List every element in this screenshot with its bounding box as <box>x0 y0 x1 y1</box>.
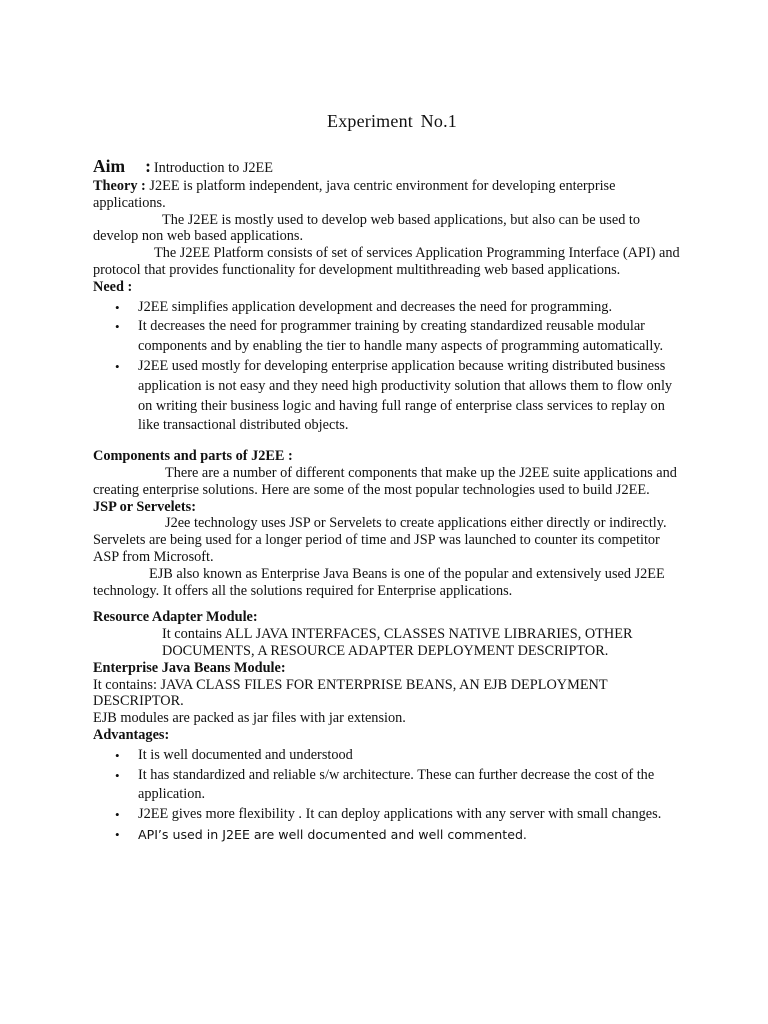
need-item-text: It decreases the need for programmer training by creating standardized reusable modular components and by enabling the tier to handle many aspects of programming automatically. <box>138 318 664 355</box>
document-body <box>93 157 683 846</box>
bullet-icon: • <box>115 319 120 335</box>
spacer <box>93 599 683 609</box>
bullet-icon: • <box>115 747 120 763</box>
list-item <box>93 766 683 806</box>
bullet-icon: • <box>115 767 120 783</box>
advantages-list <box>93 746 683 846</box>
theory-paragraph-3: The J2EE Platform consists of set of services Application Programming Interface (API) and protocol that provides functionality for development multithreading web based applications. <box>93 245 680 278</box>
jsp-paragraph: J2ee technology uses JSP or Servelets to create applications either directly or indirectly. Servelets are being used for a longer period of time and JSP was launched to counter its competitor ASP from Microsoft. <box>93 515 667 565</box>
bullet-icon: • <box>115 807 120 823</box>
advantages-heading: Advantages: <box>93 726 170 743</box>
bullet-icon: • <box>115 299 120 315</box>
need-item-text: J2EE used mostly for developing enterprise application because writing distributed business application is not easy and they need high productivity solution that allows them to flow only on writing their business logic and having full range of enterprise class services to replay on like transactional distributed objects. <box>138 357 673 434</box>
ejb-paragraph: EJB also known as Enterprise Java Beans is one of the popular and extensively used J2EE technology. It offers all the solutions required for Enterprise applications. <box>93 565 665 599</box>
list-item <box>93 825 683 846</box>
advantage-item-text: It is well documented and understood <box>138 746 353 763</box>
list-item <box>93 317 683 357</box>
aim-colon: : <box>145 156 151 176</box>
advantage-item-text: J2EE gives more flexibility . It can deploy applications with any server with small changes. <box>138 806 662 823</box>
ejb-module-paragraph-2: EJB modules are packed as jar files with jar extension. <box>93 710 406 727</box>
aim-label: Aim <box>93 156 126 176</box>
list-item <box>93 805 683 825</box>
theory-paragraph-2: The J2EE is mostly used to develop web based applications, but also can be used to develop non web based applications. <box>93 211 641 245</box>
list-item <box>93 357 683 436</box>
theory-text: J2EE is platform independent, java centric environment for developing enterprise applications. <box>93 178 616 211</box>
need-item-text: J2EE simplifies application development and decreases the need for programming. <box>138 298 613 315</box>
bullet-icon: • <box>115 826 120 842</box>
list-item <box>93 298 683 318</box>
need-list <box>93 298 683 437</box>
jsp-heading: JSP or Servelets: <box>93 498 196 515</box>
spacer <box>93 436 683 448</box>
ejb-module-heading: Enterprise Java Beans Module: <box>93 659 286 676</box>
theory-label: Theory : <box>93 178 146 194</box>
theory-paragraph <box>93 178 683 212</box>
need-heading: Need : <box>93 278 133 295</box>
aim-text: Introduction to J2EE <box>153 160 274 176</box>
page-title: Experiment No.1 <box>327 111 457 131</box>
ejb-module-paragraph: It contains: JAVA CLASS FILES FOR ENTERPRISE BEANS, AN EJB DEPLOYMENT DESCRIPTOR. <box>93 676 608 710</box>
advantage-item-text: It has standardized and reliable s/w architecture. These can further decrease the cost of the application. <box>138 766 655 803</box>
advantage-item-text: API’s used in J2EE are well documented and well commented. <box>138 826 527 842</box>
list-item <box>93 746 683 766</box>
bullet-icon: • <box>115 358 120 374</box>
resource-adapter-heading: Resource Adapter Module: <box>93 609 258 626</box>
resource-adapter-paragraph: It contains ALL JAVA INTERFACES, CLASSES NATIVE LIBRARIES, OTHER DOCUMENTS, A RESOURCE ADAPTER DEPLOYMENT DESCRIPTOR. <box>162 626 633 659</box>
components-heading: Components and parts of J2EE : <box>93 448 293 465</box>
components-paragraph: There are a number of different components that make up the J2EE suite applications and creating enterprise solutions. Here are some of the most popular technologies used to build J2EE. <box>93 464 677 498</box>
aim-line <box>93 157 683 178</box>
